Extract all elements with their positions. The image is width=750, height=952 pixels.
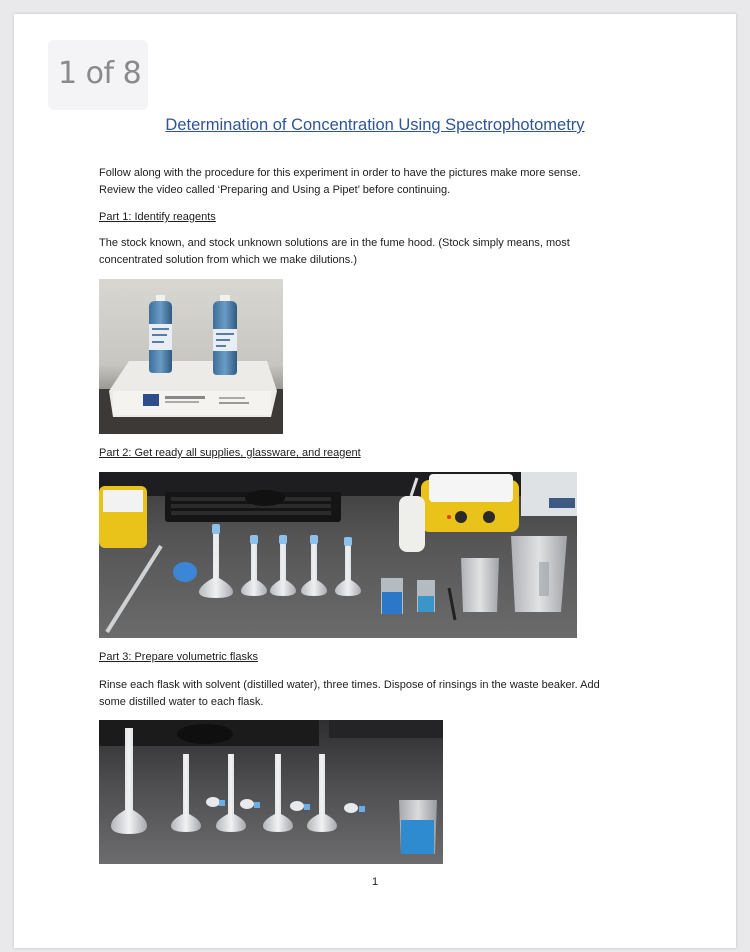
part3-paragraph bbox=[99, 677, 659, 711]
part3-line-2: some distilled water to each flask. bbox=[99, 696, 264, 708]
part1-paragraph bbox=[99, 235, 659, 269]
supplies-glassware-photo bbox=[99, 472, 577, 638]
part1-line-1: The stock known, and stock unknown solutions are in the fume hood. (Stock simply means, most bbox=[99, 237, 570, 249]
intro-line-1: Follow along with the procedure for this experiment in order to have the pictures make more sense. bbox=[99, 167, 581, 179]
part1-line-2: concentrated solution from which we make dilutions.) bbox=[99, 254, 358, 266]
part3-heading: Part 3: Prepare volumetric flasks bbox=[99, 651, 258, 663]
page-number: 1 bbox=[371, 876, 379, 888]
document-title: Determination of Concentration Using Spectrophotometry bbox=[165, 116, 585, 134]
intro-line-2: Review the video called ‘Preparing and Using a Pipet’ before continuing. bbox=[99, 184, 451, 196]
reagent-bottles-photo bbox=[99, 279, 283, 434]
page-counter-overlay bbox=[48, 40, 148, 110]
part3-line-1: Rinse each flask with solvent (distilled water), three times. Dispose of rinsings in the waste beaker. Add bbox=[99, 679, 600, 691]
part2-heading: Part 2: Get ready all supplies, glassware, and reagent bbox=[99, 447, 361, 459]
volumetric-flasks-photo bbox=[99, 720, 443, 864]
intro-paragraph bbox=[99, 165, 659, 199]
page-counter-text: 1 of 8 bbox=[58, 56, 142, 91]
part1-heading: Part 1: Identify reagents bbox=[99, 211, 216, 223]
